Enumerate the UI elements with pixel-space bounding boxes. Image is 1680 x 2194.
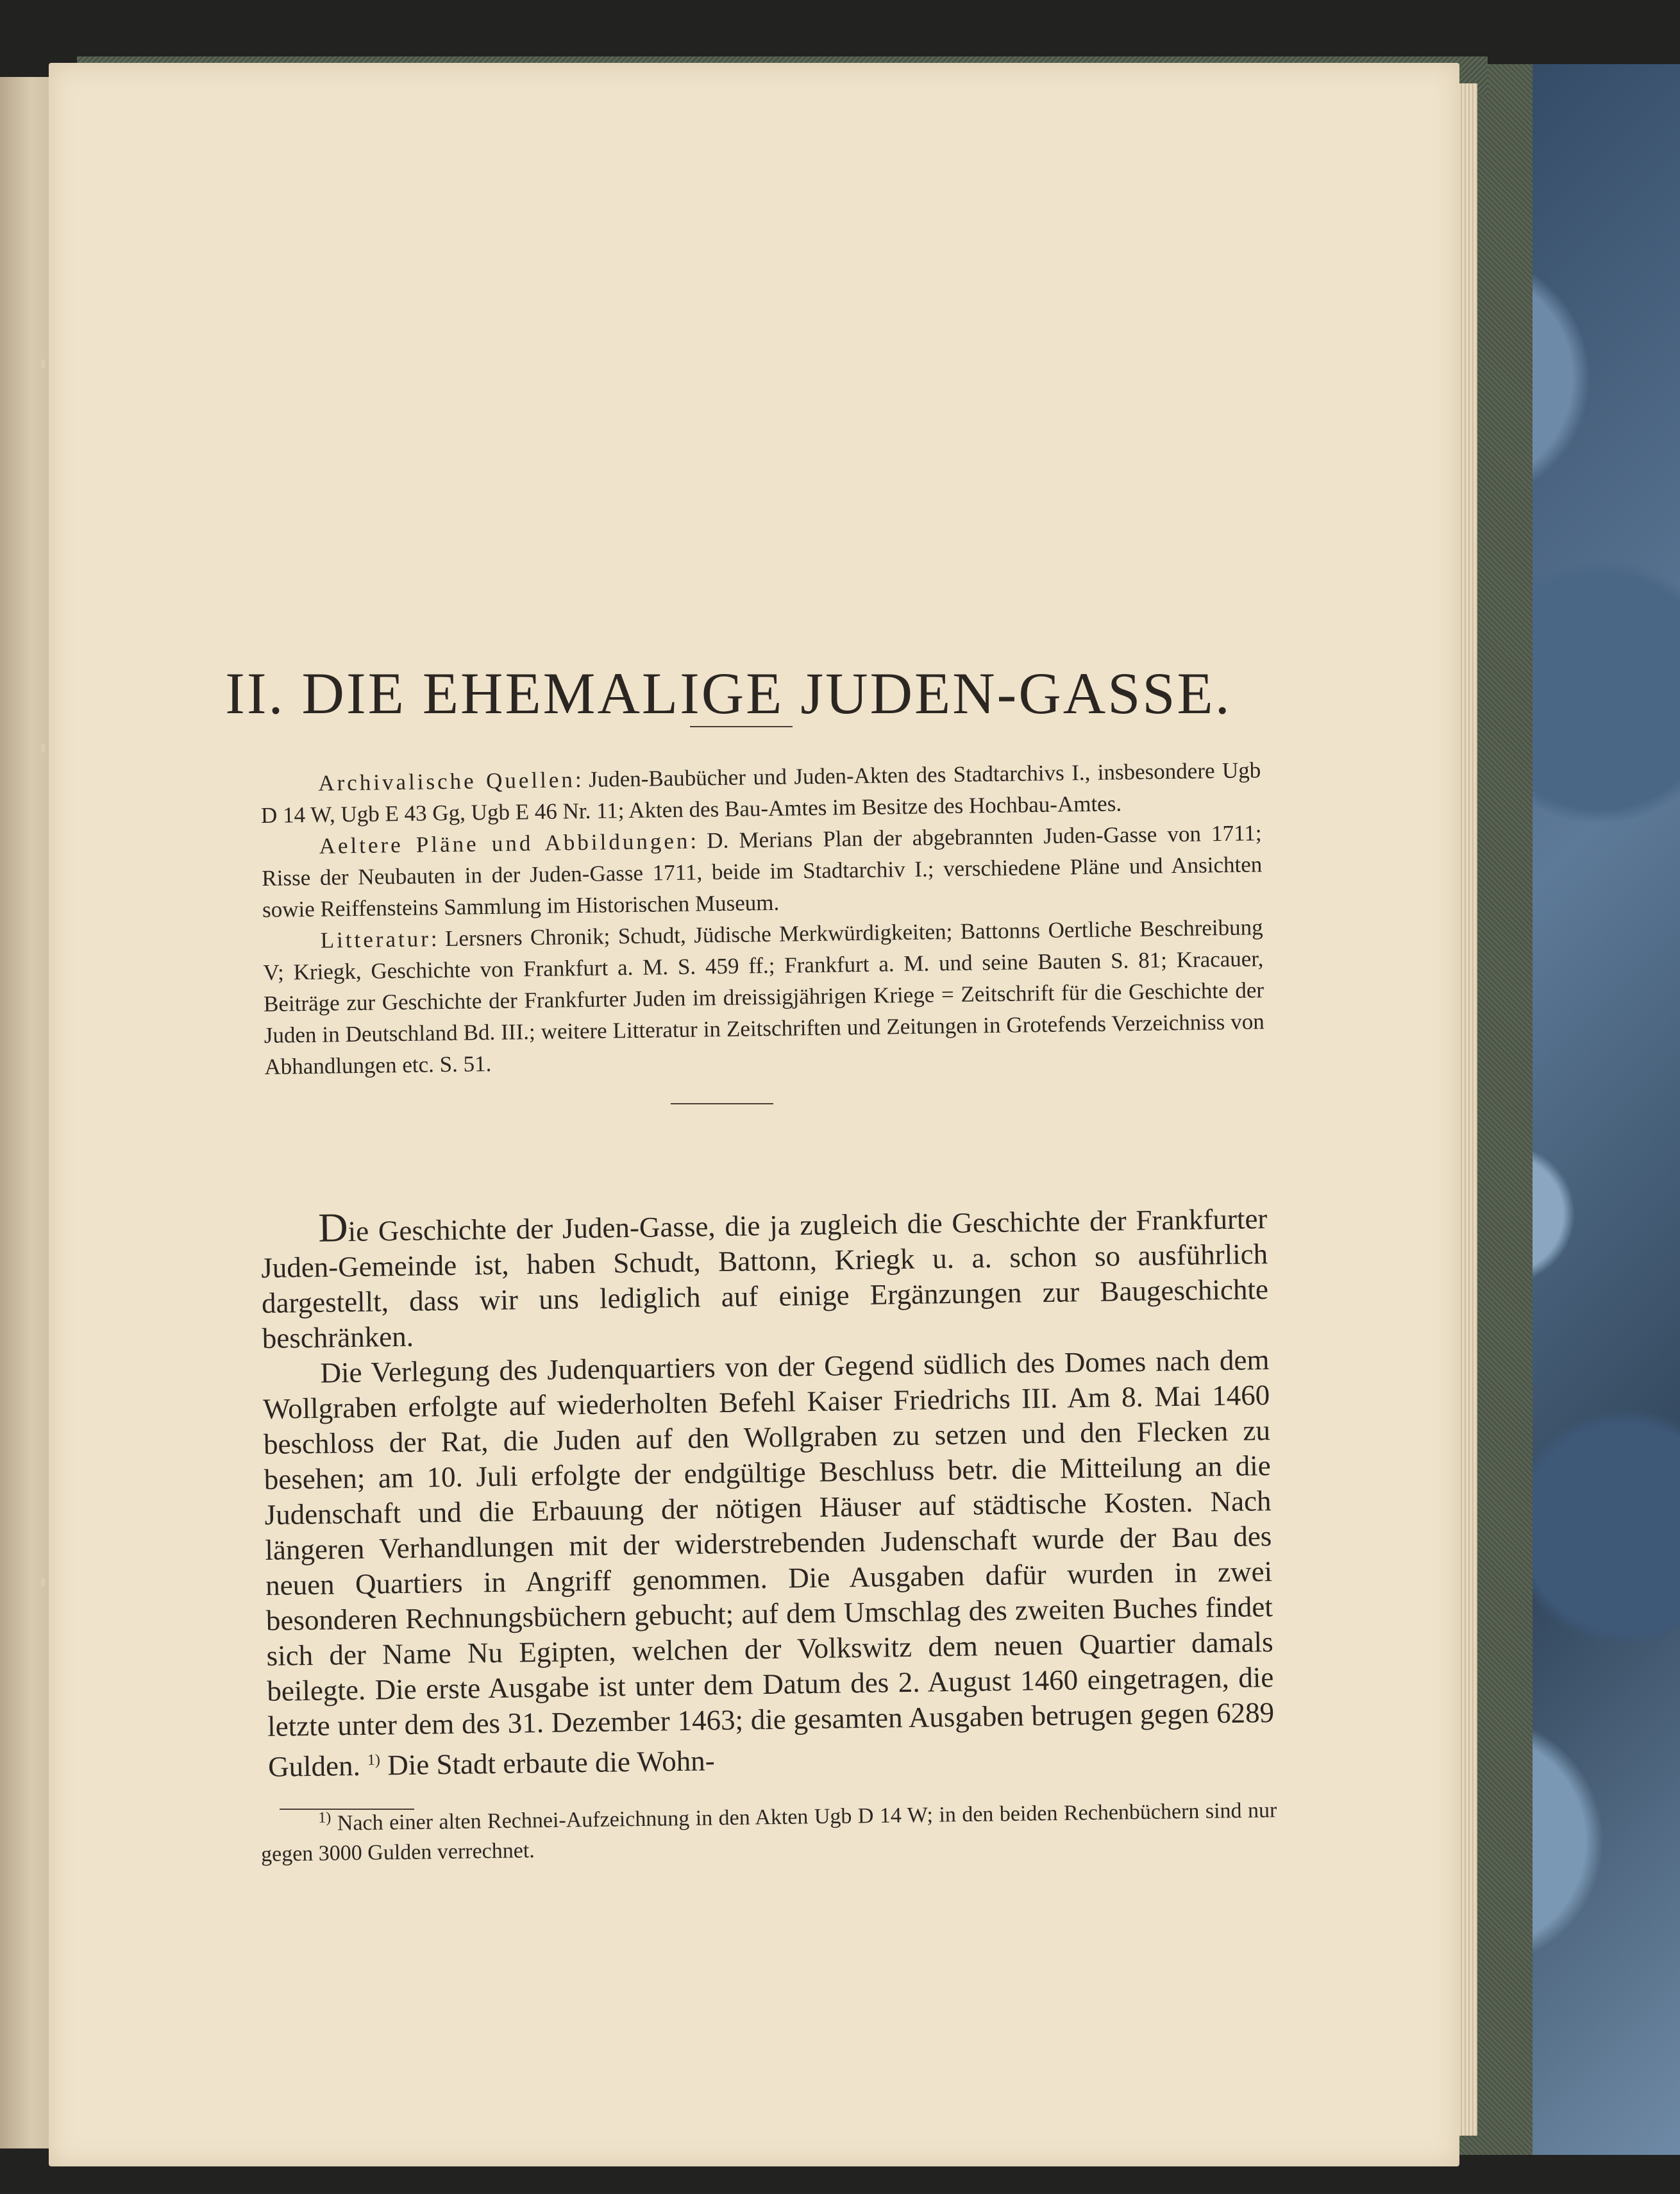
- literature-text: : Lersners Chronik; Schudt, Jüdische Merkwürdigkeiten; Battonns Oertliche Beschreibung V; Kriegk, Geschichte von Frankfurt a. M. S. 459 ff.; Frankfurt a. M. und seine Bauten S. 81; Kracauer, Beiträge zur Geschichte der Frankfurter Juden im dreissigjährigen Kriege = Zeitschrift für die Geschichte der Juden in Deutschland Bd. III.; weitere Litteratur in Zeitschriften und Zeitungen in Grotefends Verzeichniss von Abhandlungen etc. S. 51.: [263, 915, 1264, 1079]
- archival-label: Archivalische Quellen: [318, 767, 576, 796]
- literature: [262, 911, 1264, 1083]
- older-plans: [261, 817, 1263, 925]
- sources-divider: [671, 1103, 773, 1104]
- chapter-title: II. DIE EHEMALIGE JUDEN-GASSE.: [225, 661, 1232, 726]
- facing-page-edge: [0, 77, 56, 2148]
- initial-letter: D: [317, 1204, 349, 1251]
- binding-thread: [41, 1578, 45, 1587]
- sources-block: [260, 754, 1265, 1083]
- paragraph-2: [262, 1342, 1275, 1785]
- plans-text: : D. Merians Plan der abgebrannten Juden-Gasse von 1711; Risse der Neubauten in der Juden-Gasse 1711, beide im Stadtarchiv I.; verschiedene Pläne und Ansichten sowie Reiffensteins Sammlung im Historischen Museum.: [262, 820, 1263, 922]
- binding-thread: [41, 359, 45, 368]
- paragraph-2-tail: Die Stadt erbaute die Wohn-: [380, 1744, 716, 1782]
- paragraph-1-text: ie Geschichte der Juden-Gasse, die ja zugleich die Geschichte der Frankfurter Juden-Gemeinde ist, haben Schudt, Battonn, Kriegk u. a. schon so ausführlich dargestellt, dass wir uns lediglich auf einige Ergänzungen zur Baugeschichte beschränken.: [260, 1202, 1269, 1354]
- body-text: [260, 1197, 1275, 1785]
- plans-label: Aeltere Pläne und Abbildungen: [319, 828, 691, 859]
- footnote-paragraph: [260, 1790, 1277, 1869]
- literature-label: Litteratur: [320, 926, 432, 953]
- footnote-reference: 1): [367, 1751, 381, 1769]
- paragraph-2-text: Die Verlegung des Judenquartiers von der Gegend südlich des Domes nach dem Wollgraben erfolgte auf wiederholten Befehl Kaiser Friedrichs III. Am 8. Mai 1460 beschloss der Rat, die Juden auf den Wollgraben zu setzen und den Flecken zu besehen; am 10. Juli erfolgte der endgültige Beschluss betr. die Mitteilung an die Judenschaft und die Erbauung der nötigen Häuser auf städtische Kosten. Nach längeren Verhandlungen mit der widerstrebenden Judenschaft wurde der Bau des neuen Quartiers in Angriff genommen. Die Ausgaben dafür wurden in zwei besonderen Rechnungsbüchern gebucht; auf dem Umschlag des zweiten Buches findet sich der Name Nu Egipten, welchen der Volkswitz dem neuen Quartier damals beilegte. Die erste Ausgabe ist unter dem Datum des 2. August 1460 eingetragen, die letzte unter dem des 31. Dezember 1463; die gesamten Ausgaben betrugen gegen 6289 Gulden.: [262, 1344, 1275, 1783]
- footnote-text: Nach einer alten Rechnei-Aufzeichnung in den Akten Ugb D 14 W; in den beiden Rechenbüchern sind nur gegen 3000 Gulden verrechnet.: [260, 1798, 1277, 1867]
- footnote: [260, 1790, 1277, 1869]
- archival-text: : Juden-Baubücher und Juden-Akten des Stadtarchivs I., insbesondere Ugb D 14 W, Ugb E 43 Gg, Ugb E 46 Nr. 11; Akten des Bau-Amtes im Besitze des Hochbau-Amtes.: [260, 757, 1261, 828]
- binding-thread: [41, 744, 45, 753]
- footnote-marker: 1): [318, 1809, 332, 1827]
- book-page: [49, 63, 1459, 2166]
- paragraph-1: [260, 1197, 1269, 1356]
- title-divider: [690, 726, 793, 727]
